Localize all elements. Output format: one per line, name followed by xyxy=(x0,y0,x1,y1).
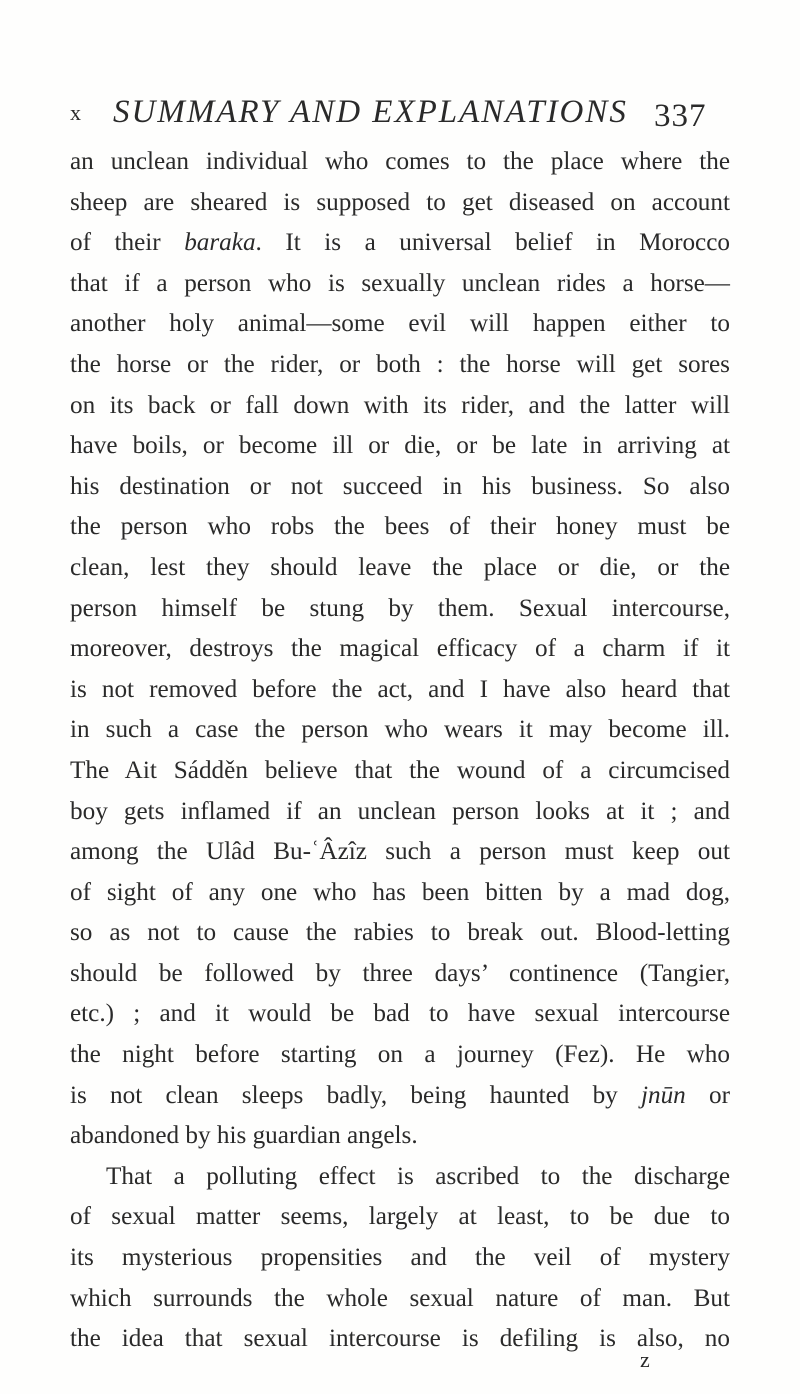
text-line: of sight of any one who has been bitten by a mad dog, xyxy=(70,878,730,906)
text-line: that if a person who is sexually unclean rides a horse— xyxy=(70,269,730,297)
text-line: its mysterious propensities and the veil of mystery xyxy=(70,1244,730,1272)
text-line: so as not to cause the rabies to break out. Blood-letting xyxy=(70,919,730,947)
text-line: is not removed before the act, and I have also heard that xyxy=(70,675,730,703)
text-line: which surrounds the whole sexual nature of man. But xyxy=(70,1284,730,1312)
text-line: boy gets inflamed if an unclean person looks at it ; and xyxy=(70,797,730,825)
text-line: in such a case the person who wears it may become ill. xyxy=(70,716,730,744)
text-line: of sexual matter seems, largely at least, to be due to xyxy=(70,1203,730,1231)
text-line: the night before starting on a journey (Fez). He who xyxy=(70,1041,730,1069)
text-line: abandoned by his guardian angels. xyxy=(70,1122,418,1150)
text-line: an unclean individual who comes to the place where the xyxy=(70,148,730,175)
body-text xyxy=(70,142,730,1360)
text-line: moreover, destroys the magical efficacy of a charm if it xyxy=(70,635,730,663)
text-line: among the Ulâd Bu-ʿÂzîz such a person must keep out xyxy=(70,838,730,866)
text-line: the idea that sexual intercourse is defiling is also, no xyxy=(70,1325,730,1353)
page-number: 337 xyxy=(654,98,707,134)
text-line: should be followed by three days’ continence (Tangier, xyxy=(70,959,730,987)
chapter-number: x xyxy=(70,100,82,125)
text-line: clean, lest they should leave the place or die, or the xyxy=(70,553,730,581)
text-line: etc.) ; and it would be bad to have sexual intercourse xyxy=(70,1000,730,1028)
text-line: the person who robs the bees of their honey must be xyxy=(70,513,730,541)
signature-mark: z xyxy=(640,1347,650,1372)
text-line: of their baraka. It is a universal belief in Morocco xyxy=(70,229,731,257)
text-line: The Ait Sádděn believe that the wound of a circumcised xyxy=(70,756,730,784)
text-line: have boils, or become ill or die, or be late in arriving at xyxy=(70,432,730,460)
text-line: the horse or the rider, or both : the horse will get sores xyxy=(70,350,730,378)
text-line: That a polluting effect is ascribed to the discharge xyxy=(106,1162,730,1190)
text-line: his destination or not succeed in his business. So also xyxy=(70,472,730,500)
text-line: on its back or fall down with its rider, and the latter will xyxy=(70,391,730,419)
running-header xyxy=(0,94,800,134)
text-line: sheep are sheared is supposed to get diseased on account xyxy=(70,188,730,216)
text-line: is not clean sleeps badly, being haunted by jnūn or xyxy=(70,1081,730,1109)
text-line: person himself be stung by them. Sexual intercourse, xyxy=(70,594,730,622)
running-title: SUMMARY AND EXPLANATIONS xyxy=(113,94,628,130)
text-line: another holy animal—some evil will happen either to xyxy=(70,310,730,338)
